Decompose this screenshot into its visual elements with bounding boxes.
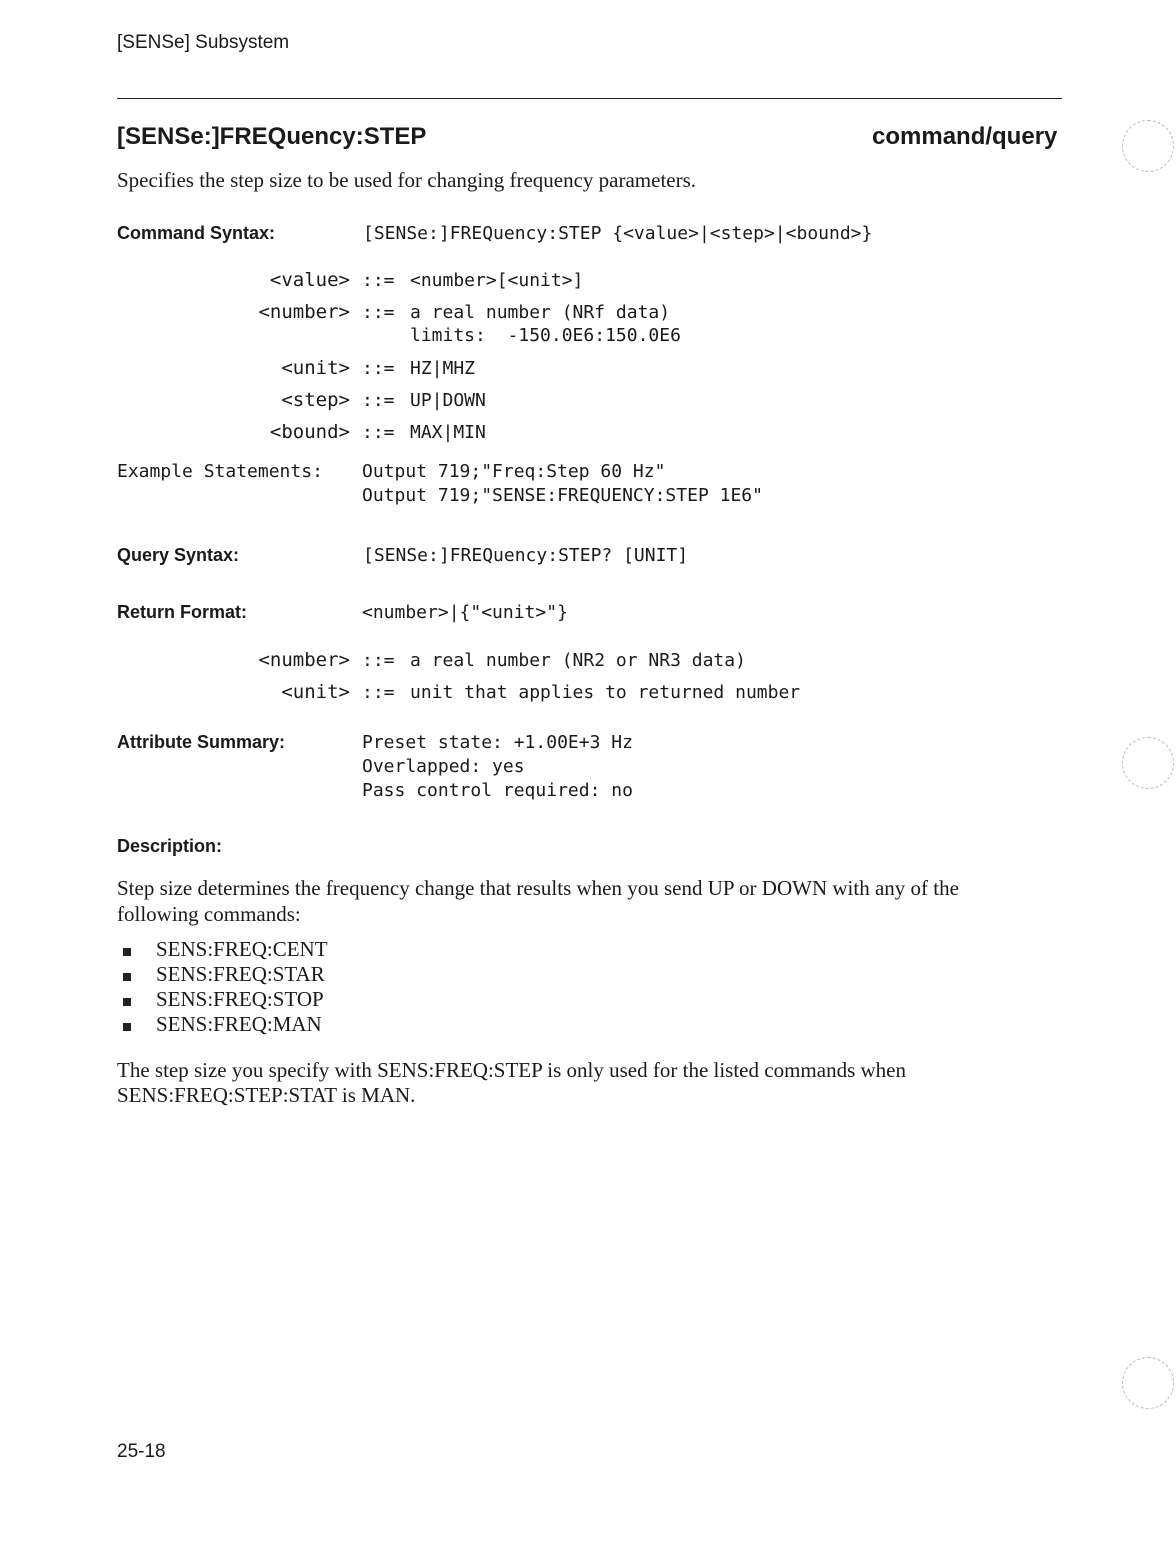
def-op: ::=: [362, 358, 395, 379]
description-note: The step size you specify with SENS:FREQ:STEP is only used for the listed commands when: [117, 1058, 906, 1082]
def-op: ::=: [362, 390, 395, 411]
def-text: unit that applies to returned number: [410, 682, 801, 703]
description-label: Description:: [117, 836, 223, 856]
attribute-line: Preset state: +1.00E+3 Hz: [362, 732, 633, 753]
binder-hole: [1122, 120, 1174, 172]
return-term-number: <number>: [258, 649, 350, 671]
query-syntax: [SENSe:]FREQuency:STEP? [UNIT]: [363, 545, 689, 566]
bullet-icon: [123, 948, 131, 956]
intro-text: Specifies the step size to be used for changing frequency parameters.: [117, 168, 697, 192]
attribute-line: Overlapped: yes: [362, 756, 525, 777]
list-item: SENS:FREQ:STAR: [156, 962, 325, 986]
attribute-line: Pass control required: no: [362, 780, 633, 801]
def-text: UP|DOWN: [410, 390, 486, 411]
return-format-label: Return Format:: [117, 602, 247, 622]
def-op: ::=: [362, 650, 395, 671]
binder-hole: [1122, 1357, 1174, 1409]
list-item: SENS:FREQ:CENT: [156, 937, 328, 961]
def-limits: limits: -150.0E6:150.0E6: [410, 325, 681, 346]
def-term-number: <number>: [258, 301, 350, 323]
example-line: Output 719;"Freq:Step 60 Hz": [362, 461, 666, 482]
page-number: 25-18: [117, 1441, 166, 1462]
def-op: ::=: [362, 302, 395, 323]
header-rule: [117, 98, 1062, 99]
def-op: ::=: [362, 422, 395, 443]
command-syntax-label: Command Syntax:: [117, 223, 276, 243]
example-label: Example Statements:: [117, 461, 323, 482]
binder-hole: [1122, 737, 1174, 789]
description-text: following commands:: [117, 902, 301, 926]
description-note: SENS:FREQ:STEP:STAT is MAN.: [117, 1083, 416, 1107]
def-text: a real number (NRf data): [410, 302, 671, 323]
list-item: SENS:FREQ:MAN: [156, 1012, 322, 1036]
bullet-icon: [123, 1023, 131, 1031]
attribute-summary-label: Attribute Summary:: [117, 732, 286, 752]
def-text: <number>[<unit>]: [410, 270, 584, 291]
query-syntax-label: Query Syntax:: [117, 545, 240, 565]
def-op: ::=: [362, 270, 395, 291]
def-text: HZ|MHZ: [410, 358, 476, 379]
example-line: Output 719;"SENSE:FREQUENCY:STEP 1E6": [362, 485, 763, 506]
command-type: command/query: [872, 123, 1058, 150]
def-term-value: <value>: [269, 269, 350, 291]
command-syntax: [SENSe:]FREQuency:STEP {<value>|<step>|<bound>}: [363, 223, 873, 244]
bullet-icon: [123, 973, 131, 981]
description-text: Step size determines the frequency change that results when you send UP or DOWN with any of the: [117, 876, 959, 900]
return-term-unit: <unit>: [281, 681, 350, 703]
return-format: <number>|{"<unit>"}: [362, 602, 568, 623]
def-term-bound: <bound>: [269, 421, 350, 443]
def-term-unit: <unit>: [281, 357, 350, 379]
command-title: [SENSe:]FREQuency:STEP: [117, 123, 427, 150]
def-text: MAX|MIN: [410, 422, 486, 443]
running-head: [SENSe] Subsystem: [117, 32, 290, 53]
def-op: ::=: [362, 682, 395, 703]
list-item: SENS:FREQ:STOP: [156, 987, 324, 1011]
def-term-step: <step>: [281, 389, 350, 411]
bullet-icon: [123, 998, 131, 1006]
def-text: a real number (NR2 or NR3 data): [410, 650, 746, 671]
